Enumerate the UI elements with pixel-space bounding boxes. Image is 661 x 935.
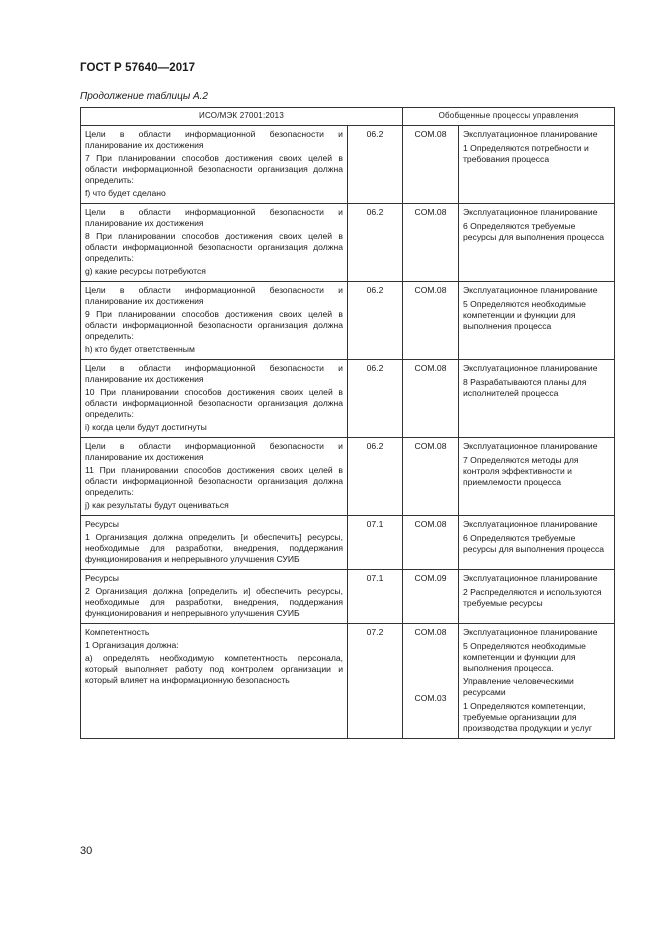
clause-cell: 07.2 xyxy=(348,624,403,739)
process-code-cell: COM.08 xyxy=(403,360,459,438)
process-text: 8 Разрабатываются планы для исполнителей процесса xyxy=(463,377,587,398)
process-title: Эксплуатационное планирование xyxy=(463,627,598,637)
table-body xyxy=(81,126,615,739)
document-header: ГОСТ Р 57640—2017 xyxy=(80,62,196,74)
process-text: 1 Определяются компетенции, требуемые организации для производства продукции и услуг xyxy=(463,701,593,733)
process-code-cell: COM.08 xyxy=(403,126,459,204)
process-code-cell: COM.08 xyxy=(403,204,459,282)
process-text: 5 Определяются необходимые компетенции и функции для выполнения процесса. xyxy=(463,641,586,673)
requirement-text: 1 Организация должна: xyxy=(85,640,179,650)
clause-cell: 06.2 xyxy=(348,438,403,516)
process-title: Эксплуатационное планирование xyxy=(463,573,598,583)
requirement-text: g) какие ресурсы потребуются xyxy=(85,266,206,276)
process-code-cell: COM.09 xyxy=(403,570,459,624)
requirement-text: j) как результаты будут оцениваться xyxy=(85,500,229,510)
process-code: COM.03 xyxy=(414,693,447,703)
requirement-cell xyxy=(81,438,348,516)
column-header-standard: ИСО/МЭК 27001:2013 xyxy=(81,108,403,126)
table-row xyxy=(81,438,615,516)
clause-cell: 06.2 xyxy=(348,282,403,360)
table-caption: Продолжение таблицы А.2 xyxy=(80,91,208,102)
requirement-text: 11 При планировании способов достижения своих целей в области информационной безопасности организация должна определить: xyxy=(85,465,343,497)
spacer xyxy=(407,638,454,693)
process-title: Эксплуатационное планирование xyxy=(463,519,598,529)
process-cell xyxy=(459,624,615,739)
requirement-cell xyxy=(81,282,348,360)
process-cell xyxy=(459,126,615,204)
page-number: 30 xyxy=(80,845,93,857)
requirement-text: 9 При планировании способов достижения своих целей в области информационной безопасности организация должна определить: xyxy=(85,309,343,341)
process-title: Управление человеческими ресурсами xyxy=(463,676,574,697)
requirement-text: Цели в области информационной безопасности и планирование их достижения xyxy=(85,441,343,462)
process-text: 5 Определяются необходимые компетенции и функции для выполнения процесса xyxy=(463,299,586,331)
process-title: Эксплуатационное планирование xyxy=(463,441,598,451)
column-header-processes: Обобщенные процессы управления xyxy=(403,108,615,126)
process-code-cell: COM.08 xyxy=(403,438,459,516)
requirement-text: 1 Организация должна определить [и обеспечить] ресурсы, необходимые для разработки, внедрения, поддержания функционирования и непрерывного улучшения СУИБ xyxy=(85,532,343,564)
process-code: COM.08 xyxy=(414,627,447,637)
requirement-text: 8 При планировании способов достижения своих целей в области информационной безопасности организация должна определить: xyxy=(85,231,343,263)
table-row xyxy=(81,204,615,282)
clause-cell: 07.1 xyxy=(348,570,403,624)
requirement-text: Цели в области информационной безопасности и планирование их достижения xyxy=(85,207,343,228)
process-text: 6 Определяются требуемые ресурсы для выполнения процесса xyxy=(463,533,605,554)
process-title: Эксплуатационное планирование xyxy=(463,129,598,139)
process-title: Эксплуатационное планирование xyxy=(463,207,598,217)
requirement-cell xyxy=(81,516,348,570)
process-cell xyxy=(459,438,615,516)
requirement-text: Ресурсы xyxy=(85,519,119,529)
table-row xyxy=(81,624,615,739)
requirement-cell xyxy=(81,126,348,204)
requirement-text: a) определять необходимую компетентность персонала, который выполняет работу под контролем организации и который влияет на информационную безопасность xyxy=(85,653,343,685)
requirement-text: Компетентность xyxy=(85,627,150,637)
process-cell xyxy=(459,360,615,438)
requirement-text: Ресурсы xyxy=(85,573,119,583)
process-cell xyxy=(459,570,615,624)
requirement-text: 7 При планировании способов достижения своих целей в области информационной безопасности организация должна определить: xyxy=(85,153,343,185)
requirement-cell xyxy=(81,204,348,282)
clause-cell: 06.2 xyxy=(348,204,403,282)
process-text: 6 Определяются требуемые ресурсы для выполнения процесса xyxy=(463,221,605,242)
clause-cell: 07.1 xyxy=(348,516,403,570)
process-text: 1 Определяются потребности и требования процесса xyxy=(463,143,589,164)
clause-cell: 06.2 xyxy=(348,126,403,204)
requirement-text: f) что будет сделано xyxy=(85,188,166,198)
process-code-cell xyxy=(403,624,459,739)
clause-cell: 06.2 xyxy=(348,360,403,438)
requirement-text: Цели в области информационной безопасности и планирование их достижения xyxy=(85,129,343,150)
requirement-text: h) кто будет ответственным xyxy=(85,344,195,354)
process-cell xyxy=(459,204,615,282)
table-row xyxy=(81,570,615,624)
process-title: Эксплуатационное планирование xyxy=(463,285,598,295)
mapping-table xyxy=(80,107,615,739)
process-text: 7 Определяются методы для контроля эффективности и приемлемости процесса xyxy=(463,455,579,487)
requirement-cell xyxy=(81,360,348,438)
requirement-text: Цели в области информационной безопасности и планирование их достижения xyxy=(85,285,343,306)
process-cell xyxy=(459,516,615,570)
process-title: Эксплуатационное планирование xyxy=(463,363,598,373)
process-cell xyxy=(459,282,615,360)
process-code-cell: COM.08 xyxy=(403,282,459,360)
requirement-cell xyxy=(81,570,348,624)
table-row xyxy=(81,516,615,570)
process-code-cell: COM.08 xyxy=(403,516,459,570)
table-row xyxy=(81,360,615,438)
requirement-text: 10 При планировании способов достижения своих целей в области информационной безопасности организация должна определить: xyxy=(85,387,343,419)
table-row xyxy=(81,282,615,360)
requirement-cell xyxy=(81,624,348,739)
requirement-text: Цели в области информационной безопасности и планирование их достижения xyxy=(85,363,343,384)
table-row xyxy=(81,126,615,204)
table-header-row xyxy=(81,108,615,126)
requirement-text: 2 Организация должна [определить и] обеспечить ресурсы, необходимые для разработки, внедрения, поддержания функционирования и непрерывного улучшения СУИБ xyxy=(85,586,343,618)
requirement-text: i) когда цели будут достигнуты xyxy=(85,422,207,432)
process-text: 2 Распределяются и используются требуемые ресурсы xyxy=(463,587,602,608)
